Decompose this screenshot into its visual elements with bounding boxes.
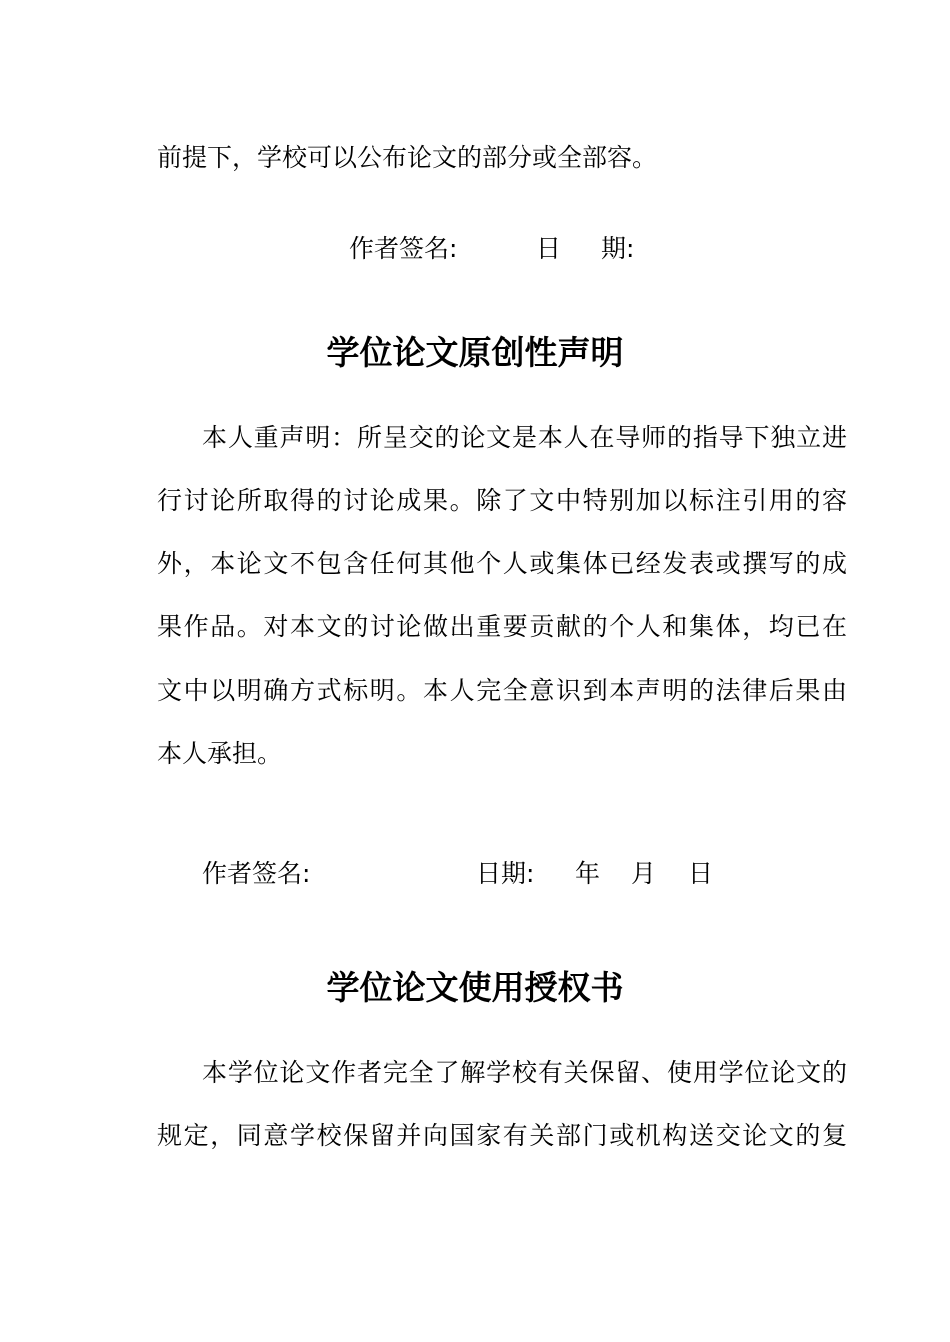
paragraph-line: 文中以明确方式标明。本人完全意识到本声明的法律后果由	[157, 676, 847, 705]
date-label: 日期:	[476, 859, 535, 888]
date-label-day: 日	[536, 234, 562, 263]
month-label: 月	[631, 859, 657, 888]
paragraph-line: 果作品。对本文的讨论做出重要贡献的个人和集体，均已在	[157, 612, 847, 641]
day-label: 日	[688, 859, 714, 888]
author-signature-label: 作者签名:	[202, 859, 311, 888]
author-signature-label: 作者签名:	[349, 234, 458, 263]
paragraph-line: 行讨论所取得的讨论成果。除了文中特别加以标注引用的容	[157, 486, 847, 515]
year-label: 年	[575, 859, 601, 888]
paragraph-line: 外，本论文不包含任何其他个人或集体已经发表或撰写的成	[157, 549, 847, 578]
date-label-period: 期:	[601, 234, 635, 263]
paragraph-line: 本学位论文作者完全了解学校有关保留、使用学位论文的	[202, 1058, 847, 1087]
authorization-title: 学位论文使用授权书	[326, 968, 624, 1007]
paragraph-line: 本人重声明：所呈交的论文是本人在导师的指导下独立进	[202, 423, 847, 452]
paragraph-line: 前提下，学校可以公布论文的部分或全部容。	[157, 143, 658, 172]
originality-title: 学位论文原创性声明	[326, 333, 624, 372]
paragraph-line: 本人承担。	[157, 739, 283, 768]
paragraph-line: 规定，同意学校保留并向国家有关部门或机构送交论文的复	[157, 1121, 847, 1150]
